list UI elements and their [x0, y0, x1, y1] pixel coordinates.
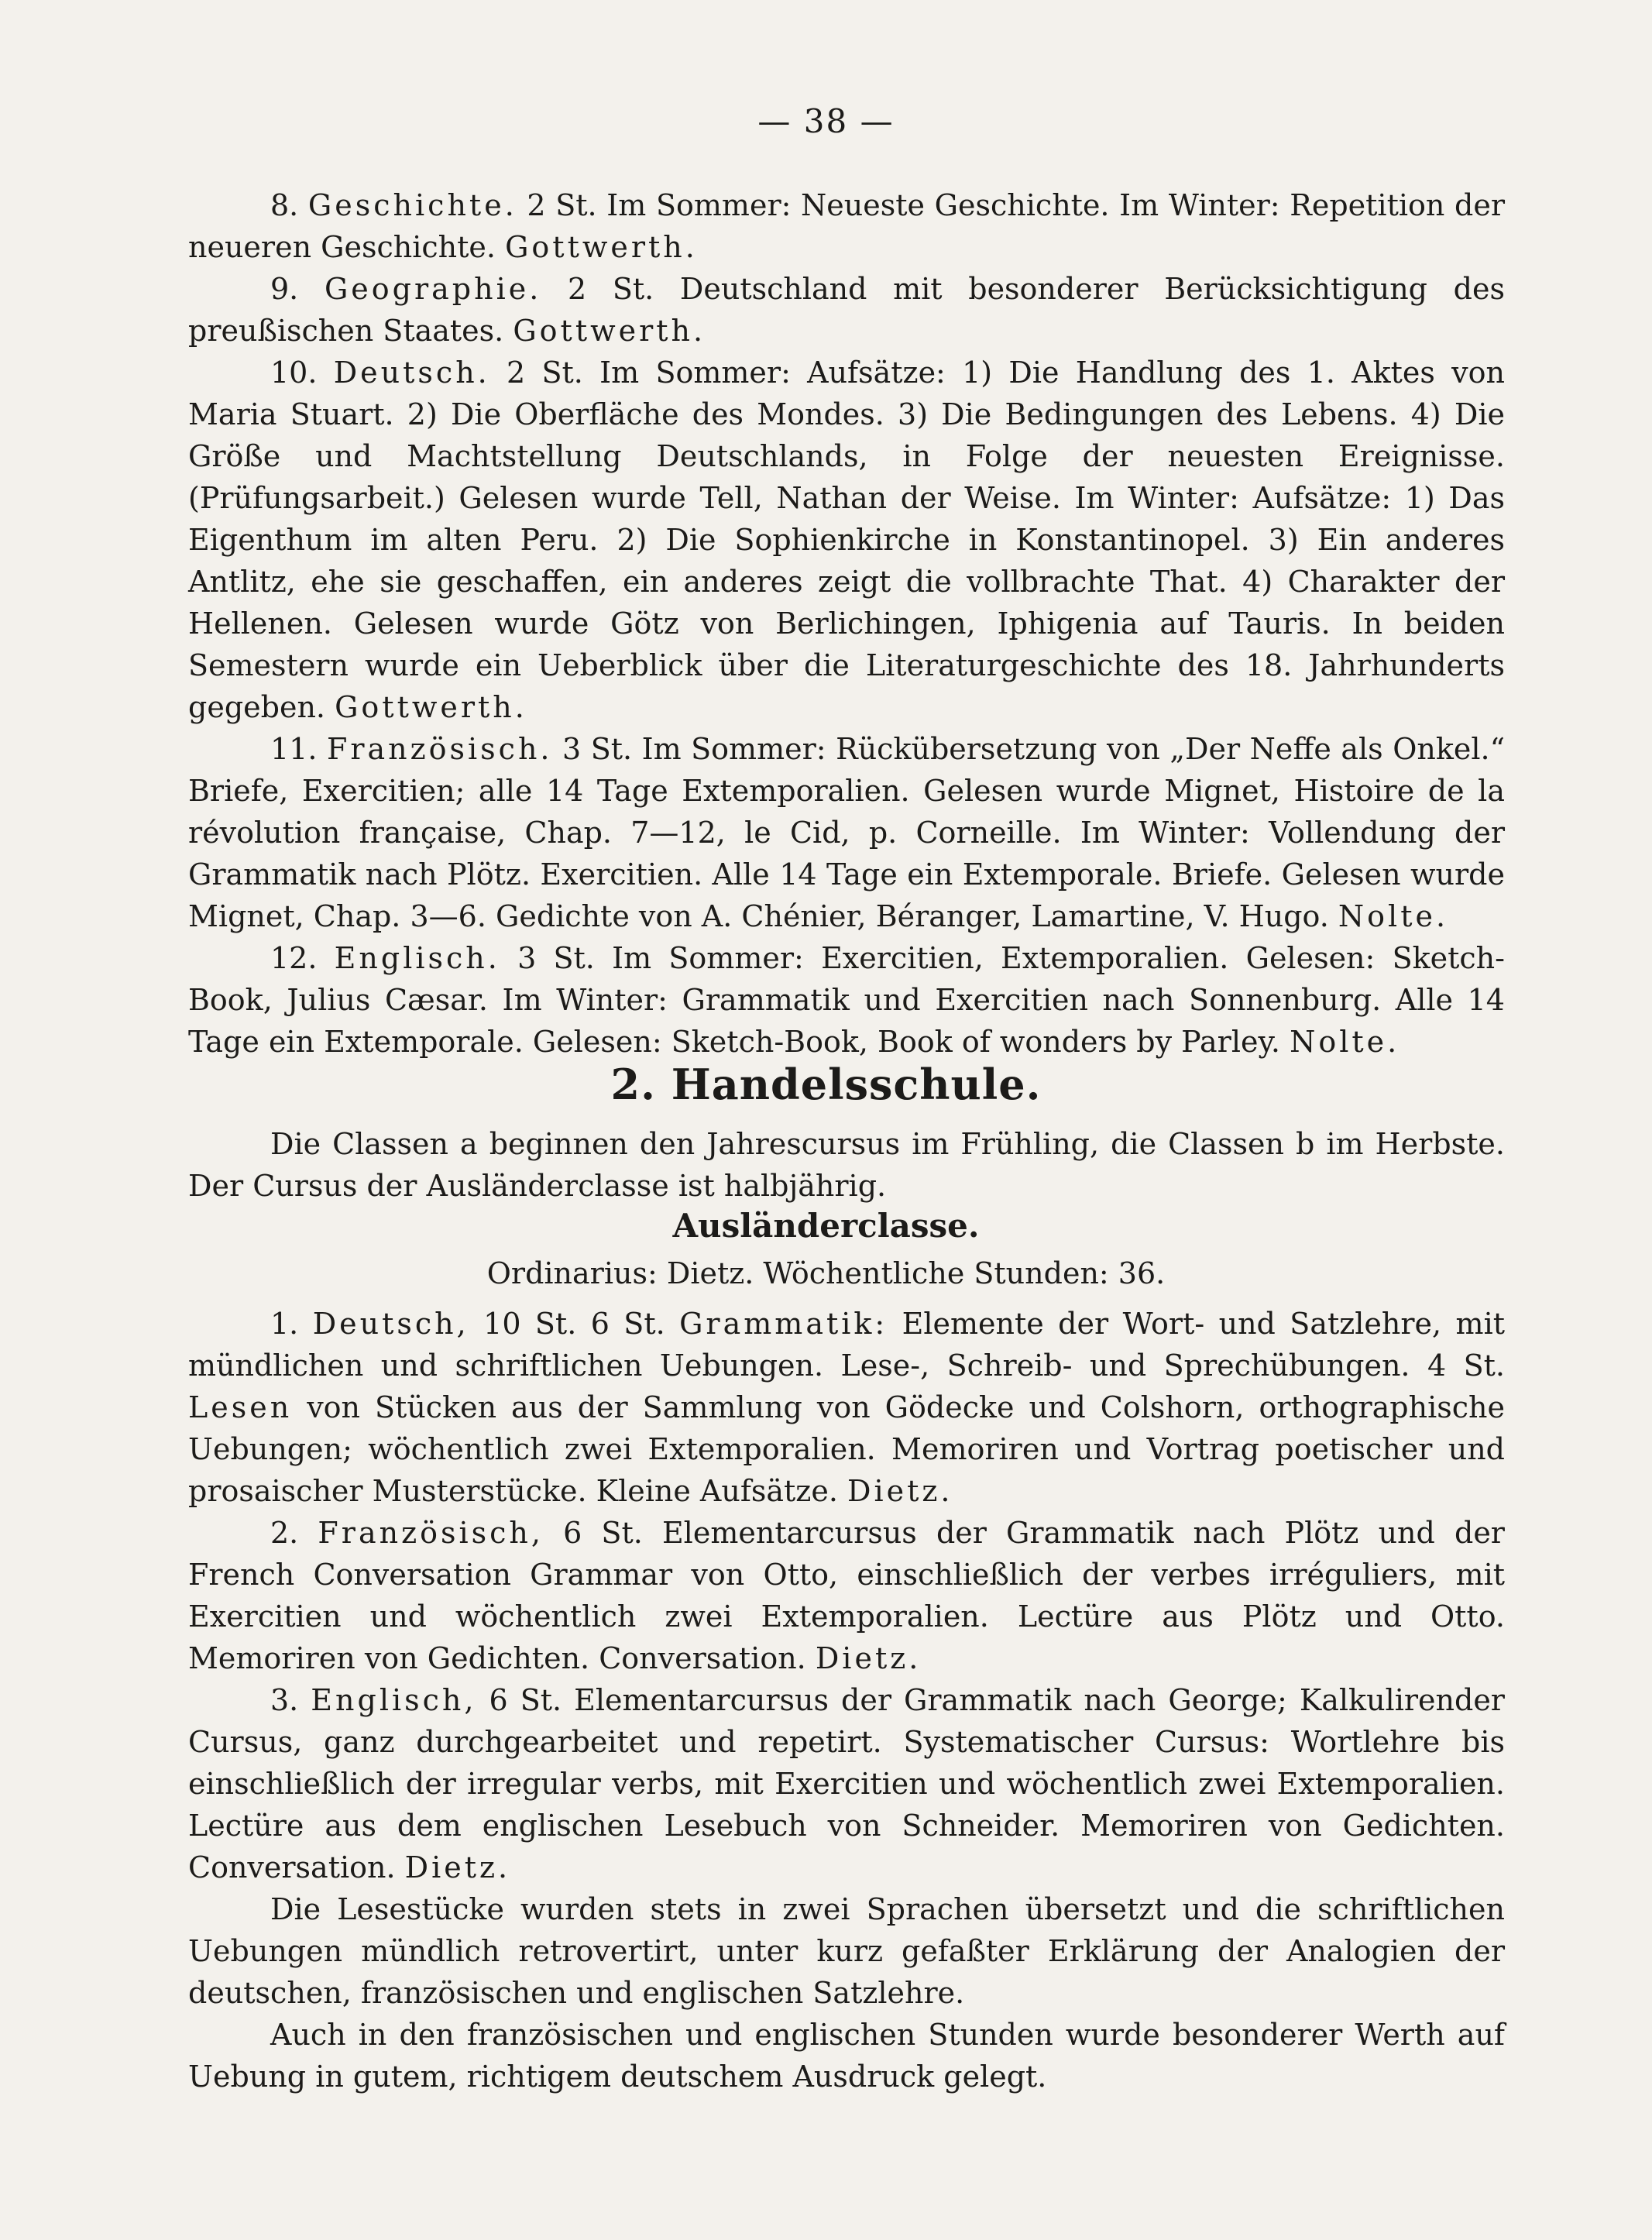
- section1-body: [188, 184, 1505, 1063]
- list-item: 9. Geographie. 2 St. Deutschland mit besonderer Berücksichtigung des preußischen Staates. Gottwerth.: [188, 272, 1505, 348]
- list-item: 8. Geschichte. 2 St. Im Sommer: Neueste Geschichte. Im Winter: Repetition der neueren Geschichte. Gottwerth.: [188, 188, 1505, 264]
- list-item: 10. Deutsch. 2 St. Im Sommer: Aufsätze: 1) Die Handlung des 1. Aktes von Maria Stuart. 2) Die Oberfläche des Mondes. 3) Die Bedingungen des Lebens. 4) Die Größe und Machtstellung Deutschlands, in Folge der neuesten Ereignisse. (Prüfungsarbeit.) Gelesen wurde Tell, Nathan der Weise. Im Winter: Aufsätze: 1) Das Eigenthum im alten Peru. 2) Die Sophienkirche in Konstantinopel. 3) Ein anderes Antlitz, ehe sie geschaffen, ein anderes zeigt die vollbrachte That. 4) Charakter der Hellenen. Gelesen wurde Götz von Berlichingen, Iphigenia auf Tauris. In beiden Semestern wurde ein Ueberblick über die Literaturgeschichte des 18. Jahrhunderts gegeben. Gottwerth.: [188, 356, 1505, 724]
- page-number: — 38 —: [757, 102, 895, 140]
- closing-paragraph: Auch in den französischen und englischen Stunden wurde besonderer Werth auf Uebung in gutem, richtigem deutschem Ausdruck gelegt.: [188, 2018, 1505, 2094]
- sub-heading: Ausländerclasse.: [672, 1207, 980, 1245]
- list-item: 12. Englisch. 3 St. Im Sommer: Exercitien, Extemporalien. Gelesen: Sketch-Book, Julius Cæsar. Im Winter: Grammatik und Exercitien nach Sonnenburg. Alle 14 Tage ein Extemporale. Gelesen: Sketch-Book, Book of wonders by Parley. Nolte.: [188, 941, 1505, 1059]
- list-item: 11. Französisch. 3 St. Im Sommer: Rückübersetzung von „Der Neffe als Onkel.“ Briefe, Exercitien; alle 14 Tage Extemporalien. Gelesen wurde Mignet, Histoire de la révolution française, Chap. 7—12, le Cid, p. Corneille. Im Winter: Vollendung der Grammatik nach Plötz. Exercitien. Alle 14 Tage ein Extemporale. Briefe. Gelesen wurde Mignet, Chap. 3—6. Gedichte von A. Chénier, Béranger, Lamartine, V. Hugo. Nolte.: [188, 732, 1505, 933]
- ordinarius-line: Ordinarius: Dietz. Wöchentliche Stunden: 36.: [486, 1256, 1166, 1290]
- section2-body: [188, 1303, 1505, 2097]
- list-item: 2. Französisch, 6 St. Elementarcursus der Grammatik nach Plötz und der French Conversation Grammar von Otto, einschließlich der verbes irréguliers, mit Exercitien und wöchentlich zwei Extemporalien. Lectüre aus Plötz und Otto. Memoriren von Gedichten. Conversation. Dietz.: [188, 1516, 1505, 1675]
- closing-paragraph: Die Lesestücke wurden stets in zwei Sprachen übersetzt und die schriftlichen Uebungen mündlich retrovertirt, unter kurz gefaßter Erklärung der Analogien der deutschen, französischen und englischen Satzlehre.: [188, 1892, 1505, 2010]
- section-heading: 2. Handelsschule.: [610, 1060, 1042, 1109]
- section2-intro: Die Classen a beginnen den Jahrescursus im Frühling, die Classen b im Herbste. Der Cursus der Ausländerclasse ist halbjährig.: [188, 1127, 1505, 1203]
- list-item: 3. Englisch, 6 St. Elementarcursus der Grammatik nach George; Kalkulirender Cursus, ganz durchgearbeitet und repetirt. Systematischer Cursus: Wortlehre bis einschließlich der irregular verbs, mit Exercitien und wöchentlich zwei Extemporalien. Lectüre aus dem englischen Lesebuch von Schneider. Memoriren von Gedichten. Conversation. Dietz.: [188, 1683, 1505, 1884]
- list-item: 1. Deutsch, 10 St. 6 St. Grammatik: Elemente der Wort- und Satzlehre, mit mündlichen und schriftlichen Uebungen. Lese-, Schreib- und Sprechübungen. 4 St. Lesen von Stücken aus der Sammlung von Gödecke und Colshorn, orthographische Uebungen; wöchentlich zwei Extemporalien. Memoriren und Vortrag poetischer und prosaischer Musterstücke. Kleine Aufsätze. Dietz.: [188, 1307, 1505, 1508]
